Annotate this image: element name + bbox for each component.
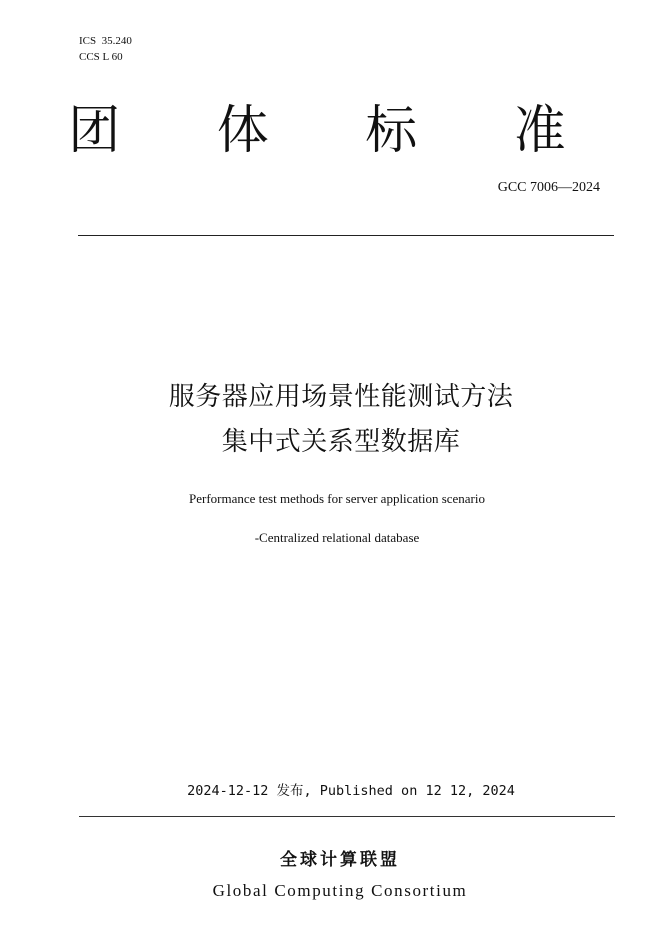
document-title-en-line1: Performance test methods for server application scenario <box>189 491 485 506</box>
ccs-code: CCS L 60 <box>79 51 123 63</box>
standard-number: GCC 7006—2024 <box>497 180 600 195</box>
organization-name-cn: 全球计算联盟 <box>280 850 400 870</box>
top-divider <box>78 235 614 236</box>
ics-code: ICS 35.240 <box>79 35 132 47</box>
publication-date: 2024-12-12 发布, Published on 12 12, 2024 <box>187 783 515 799</box>
standard-type-title: 团 体 标 准 <box>68 101 606 161</box>
document-title-cn-line1: 服务器应用场景性能测试方法 <box>168 382 514 412</box>
organization-name-en: Global Computing Consortium <box>212 881 468 900</box>
document-title-en-line2: -Centralized relational database <box>254 530 420 545</box>
bottom-divider <box>79 816 615 817</box>
document-title-cn-line2: 集中式关系型数据库 <box>221 427 461 457</box>
